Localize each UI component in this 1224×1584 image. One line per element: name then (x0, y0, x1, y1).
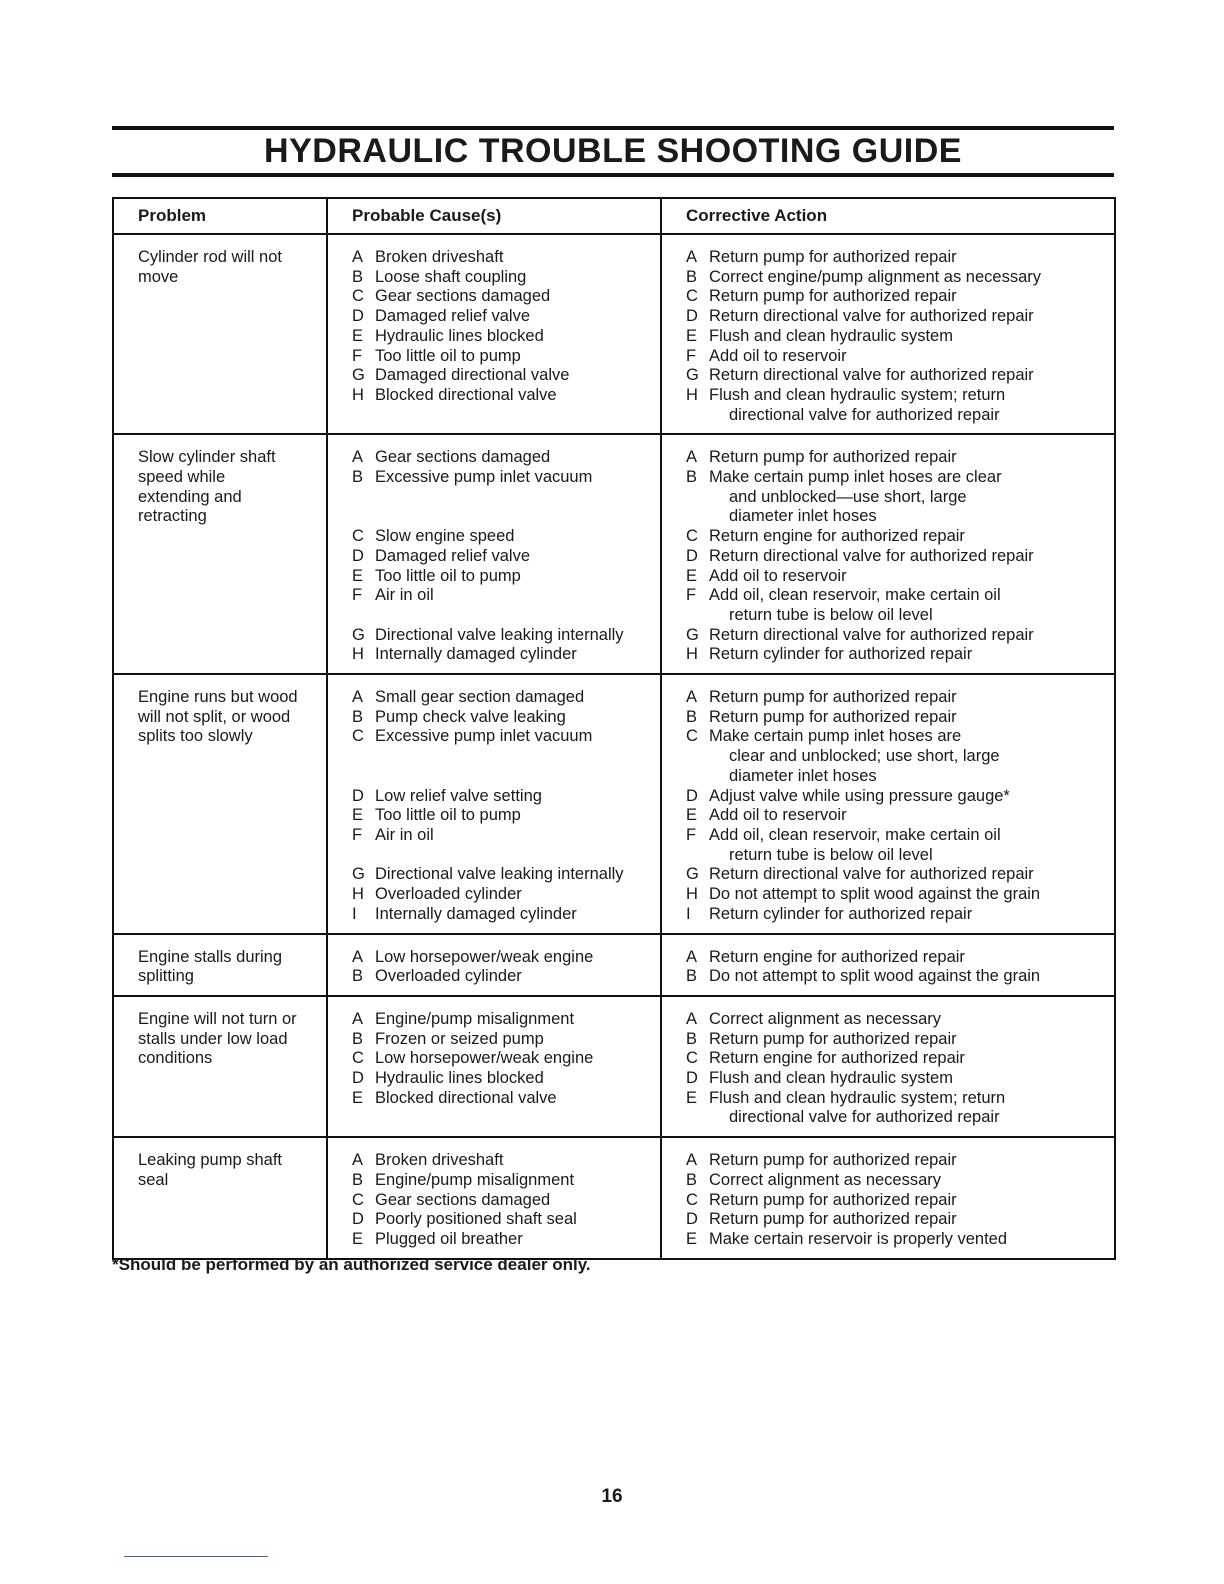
action-item (686, 248, 1106, 268)
action-text: Add oil, clean reservoir, make certain oil (709, 586, 1001, 605)
action-text: Add oil to reservoir (709, 566, 847, 585)
cause-item (352, 967, 652, 987)
action-text: Adjust valve while using pressure gauge* (709, 786, 1010, 805)
action-text: Return engine for authorized repair (709, 527, 965, 546)
cause-text: Blocked directional valve (375, 385, 557, 404)
cause-item (352, 448, 652, 468)
action-item (686, 1230, 1106, 1250)
action-item (686, 448, 1106, 468)
cause-text: Engine/pump misalignment (375, 1170, 575, 1189)
cause-letter: D (352, 786, 364, 805)
action-text-continued: directional valve for authorized repair (729, 1108, 1000, 1127)
action-text-continued: and unblocked—use short, large (729, 487, 967, 506)
problem-cell (113, 996, 327, 1137)
cause-letter: A (352, 248, 364, 266)
cause-text: Small gear section damaged (375, 688, 585, 707)
action-item (686, 688, 1106, 708)
action-text: Add oil, clean reservoir, make certain oil (709, 825, 1001, 844)
action-text-continued: diameter inlet hoses (729, 766, 877, 785)
action-item (686, 1030, 1106, 1050)
cause-text: Too little oil to pump (375, 806, 521, 825)
action-letter: C (686, 1049, 698, 1068)
causes-cell (327, 434, 661, 674)
cause-letter: B (352, 468, 364, 487)
action-letter: B (686, 967, 698, 986)
action-text: Add oil to reservoir (709, 346, 847, 365)
cause-text: Low relief valve setting (375, 786, 542, 805)
action-text: Flush and clean hydraulic system; return (709, 1088, 1006, 1107)
action-letter: H (686, 885, 698, 904)
action-text: Return pump for authorized repair (709, 448, 957, 467)
cause-letter: E (352, 1088, 364, 1107)
action-letter: H (686, 645, 698, 664)
cause-item (352, 1030, 652, 1050)
cause-letter: E (352, 326, 364, 345)
action-item (686, 645, 1106, 665)
cause-text: Internally damaged cylinder (375, 904, 577, 923)
cause-letter: B (352, 707, 364, 726)
causes-cell (327, 934, 661, 996)
action-letter: C (686, 287, 698, 306)
cause-item (352, 307, 652, 327)
action-letter: A (686, 448, 698, 467)
cause-letter: D (352, 1210, 364, 1229)
cause-item (352, 287, 652, 307)
action-letter: E (686, 1229, 698, 1248)
causes-cell (327, 1137, 661, 1259)
header-probable-causes: Probable Cause(s) (327, 198, 661, 234)
action-text: Add oil to reservoir (709, 806, 847, 825)
actions-cell (661, 1137, 1115, 1259)
cause-letter: A (352, 1151, 364, 1170)
page-number: 16 (601, 1486, 623, 1507)
cause-item (352, 567, 652, 587)
cause-text: Directional valve leaking internally (375, 625, 624, 644)
cause-item (352, 1089, 652, 1109)
action-letter: E (686, 806, 698, 825)
action-letter: A (686, 248, 698, 266)
action-text-continued: directional valve for authorized repair (729, 405, 1000, 424)
cause-letter: C (352, 527, 364, 546)
cause-text: Excessive pump inlet vacuum (375, 468, 593, 487)
causes-cell (327, 674, 661, 933)
cause-text: Gear sections damaged (375, 287, 551, 306)
action-item (686, 1210, 1106, 1230)
cause-text: Gear sections damaged (375, 1190, 551, 1209)
action-item (686, 386, 1106, 425)
table-row (113, 996, 1115, 1137)
cause-letter: E (352, 566, 364, 585)
action-item (686, 1171, 1106, 1191)
action-text: Return pump for authorized repair (709, 1210, 957, 1229)
cause-letter: B (352, 1170, 364, 1189)
cause-text: Blocked directional valve (375, 1088, 557, 1107)
cause-text: Low horsepower/weak engine (375, 947, 594, 966)
action-text-continued: clear and unblocked; use short, large (729, 747, 1000, 766)
action-text: Return pump for authorized repair (709, 688, 957, 707)
cause-letter: G (352, 366, 365, 385)
action-text-continued: return tube is below oil level (729, 845, 933, 864)
action-item (686, 527, 1106, 547)
action-text: Make certain pump inlet hoses are (709, 727, 962, 746)
action-item (686, 948, 1106, 968)
footnote: *Should be performed by an authorized service dealer only. (112, 1255, 591, 1274)
cause-item (352, 1191, 652, 1211)
action-letter: G (686, 865, 699, 884)
cause-item (352, 268, 652, 288)
causes-cell (327, 234, 661, 434)
action-letter: B (686, 1029, 698, 1048)
action-item (686, 1049, 1106, 1069)
cause-letter: B (352, 967, 364, 986)
cause-item (352, 1171, 652, 1191)
cause-letter: H (352, 645, 364, 664)
action-letter: G (686, 625, 699, 644)
action-letter: A (686, 1009, 698, 1028)
action-text: Do not attempt to split wood against the grain (709, 967, 1041, 986)
action-text-continued: diameter inlet hoses (729, 507, 877, 526)
cause-letter: F (352, 586, 363, 605)
cause-item (352, 948, 652, 968)
action-letter: B (686, 267, 698, 286)
cause-item (352, 626, 652, 646)
action-item (686, 1089, 1106, 1128)
cause-letter: C (352, 287, 364, 306)
cause-item (352, 586, 652, 606)
table-row (113, 674, 1115, 933)
action-letter: A (686, 688, 698, 707)
cause-item (352, 806, 652, 826)
table-row (113, 234, 1115, 434)
cause-item (352, 547, 652, 567)
cause-item (352, 645, 652, 665)
cause-text: Internally damaged cylinder (375, 645, 577, 664)
action-item (686, 586, 1106, 625)
action-text: Return directional valve for authorized repair (709, 307, 1034, 326)
action-text: Return directional valve for authorized repair (709, 865, 1034, 884)
actions-cell (661, 434, 1115, 674)
action-item (686, 287, 1106, 307)
action-text: Return pump for authorized repair (709, 707, 957, 726)
problem-cell (113, 1137, 327, 1259)
action-item (686, 327, 1106, 347)
action-text: Make certain reservoir is properly vented (709, 1229, 1008, 1248)
cause-text: Hydraulic lines blocked (375, 1069, 544, 1088)
action-text: Correct alignment as necessary (709, 1009, 942, 1028)
action-item (686, 547, 1106, 567)
cause-letter: A (352, 688, 364, 707)
problem-text: Slow cylinder shaft speed while extending and retracting (138, 448, 276, 526)
causes-cell (327, 996, 661, 1137)
action-item (686, 268, 1106, 288)
action-item (686, 347, 1106, 367)
problem-cell (113, 674, 327, 933)
cause-letter: F (352, 825, 363, 844)
cause-letter: B (352, 1029, 364, 1048)
action-item (686, 826, 1106, 865)
cause-text: Loose shaft coupling (375, 267, 527, 286)
cause-item (352, 468, 652, 488)
cause-item (352, 865, 652, 885)
action-letter: E (686, 1088, 698, 1107)
header-problem: Problem (113, 198, 327, 234)
cause-text: Broken driveshaft (375, 248, 504, 266)
action-item (686, 1010, 1106, 1030)
action-letter: A (686, 947, 698, 966)
action-text: Return engine for authorized repair (709, 947, 965, 966)
action-text: Correct alignment as necessary (709, 1170, 942, 1189)
cause-item (352, 787, 652, 807)
action-text: Return cylinder for authorized repair (709, 904, 973, 923)
action-item (686, 885, 1106, 905)
cause-letter: C (352, 727, 364, 746)
problem-text: Engine will not turn or stalls under low load conditions (138, 1009, 297, 1068)
problem-cell (113, 434, 327, 674)
cause-text: Too little oil to pump (375, 566, 521, 585)
action-letter: E (686, 326, 698, 345)
cause-letter: C (352, 1049, 364, 1068)
action-letter: H (686, 385, 698, 404)
title-bottom-rule (112, 173, 1114, 177)
problem-text: Leaking pump shaft seal (138, 1151, 283, 1189)
action-item (686, 787, 1106, 807)
problem-text: Cylinder rod will not move (138, 248, 282, 286)
action-text: Flush and clean hydraulic system (709, 326, 953, 345)
cause-item (352, 248, 652, 268)
action-text: Flush and clean hydraulic system (709, 1069, 953, 1088)
action-text: Return pump for authorized repair (709, 248, 957, 266)
cause-letter: G (352, 625, 365, 644)
cause-text: Poorly positioned shaft seal (375, 1210, 577, 1229)
action-letter: D (686, 786, 698, 805)
cause-item (352, 826, 652, 846)
problem-text: Engine runs but wood will not split, or wood splits too slowly (138, 688, 298, 746)
cause-letter: B (352, 267, 364, 286)
action-letter: C (686, 727, 698, 746)
cause-item (352, 1210, 652, 1230)
cause-item (352, 1010, 652, 1030)
table-header-row (113, 198, 1115, 234)
cause-item (352, 905, 652, 925)
action-text: Return directional valve for authorized repair (709, 546, 1034, 565)
cause-letter: C (352, 1190, 364, 1209)
cause-text: Overloaded cylinder (375, 967, 522, 986)
cause-letter: D (352, 307, 364, 326)
cause-item (352, 1069, 652, 1089)
action-letter: I (686, 904, 691, 923)
scan-artifact-line (124, 1556, 268, 1557)
action-item (686, 865, 1106, 885)
action-item (686, 806, 1106, 826)
problem-cell (113, 934, 327, 996)
action-letter: B (686, 707, 698, 726)
action-item (686, 468, 1106, 527)
cause-text: Excessive pump inlet vacuum (375, 727, 593, 746)
cause-text: Air in oil (375, 586, 434, 605)
action-letter: G (686, 366, 699, 385)
action-text-continued: return tube is below oil level (729, 605, 933, 624)
action-letter: D (686, 307, 698, 326)
cause-letter: H (352, 385, 364, 404)
cause-text: Damaged relief valve (375, 307, 530, 326)
action-text: Return cylinder for authorized repair (709, 645, 973, 664)
action-text: Return pump for authorized repair (709, 1190, 957, 1209)
cause-text: Gear sections damaged (375, 448, 551, 467)
action-letter: B (686, 468, 698, 487)
cause-letter: A (352, 947, 364, 966)
action-letter: A (686, 1151, 698, 1170)
action-text: Flush and clean hydraulic system; return (709, 385, 1006, 404)
action-letter: D (686, 546, 698, 565)
action-text: Return pump for authorized repair (709, 1029, 957, 1048)
cause-letter: D (352, 546, 364, 565)
action-text: Return directional valve for authorized repair (709, 366, 1034, 385)
cause-letter: H (352, 885, 364, 904)
action-text: Return pump for authorized repair (709, 287, 957, 306)
cause-item (352, 527, 652, 547)
troubleshooting-table (112, 197, 1116, 1260)
action-letter: F (686, 586, 697, 605)
cause-text: Slow engine speed (375, 527, 515, 546)
action-text: Return engine for authorized repair (709, 1049, 965, 1068)
cause-letter: I (352, 904, 357, 923)
table-row (113, 434, 1115, 674)
action-text: Correct engine/pump alignment as necessary (709, 267, 1042, 286)
header-corrective-action: Corrective Action (661, 198, 1115, 234)
action-letter: C (686, 527, 698, 546)
action-item (686, 626, 1106, 646)
action-text: Make certain pump inlet hoses are clear (709, 468, 1002, 487)
table-row (113, 934, 1115, 996)
actions-cell (661, 934, 1115, 996)
actions-cell (661, 996, 1115, 1137)
action-letter: C (686, 1190, 698, 1209)
cause-letter: F (352, 346, 363, 365)
cause-item (352, 386, 652, 406)
cause-text: Damaged relief valve (375, 546, 530, 565)
cause-item (352, 1151, 652, 1171)
cause-text: Air in oil (375, 825, 434, 844)
cause-letter: A (352, 448, 364, 467)
problem-text: Engine stalls during splitting (138, 947, 283, 986)
cause-text: Frozen or seized pump (375, 1029, 544, 1048)
cause-text: Plugged oil breather (375, 1229, 523, 1248)
action-text: Return directional valve for authorized repair (709, 625, 1034, 644)
cause-item (352, 1049, 652, 1069)
action-letter: F (686, 346, 697, 365)
action-letter: D (686, 1210, 698, 1229)
actions-cell (661, 234, 1115, 434)
cause-text: Hydraulic lines blocked (375, 326, 544, 345)
actions-cell (661, 674, 1115, 933)
cause-text: Pump check valve leaking (375, 707, 566, 726)
action-item (686, 727, 1106, 786)
cause-letter: D (352, 1069, 364, 1088)
cause-item (352, 1230, 652, 1250)
cause-letter: E (352, 806, 364, 825)
page-title: HYDRAULIC TROUBLE SHOOTING GUIDE (264, 132, 962, 170)
cause-text: Overloaded cylinder (375, 885, 522, 904)
cause-letter: E (352, 1229, 364, 1248)
cause-letter: A (352, 1009, 364, 1028)
cause-item (352, 727, 652, 747)
action-letter: E (686, 566, 698, 585)
action-item (686, 905, 1106, 925)
cause-text: Directional valve leaking internally (375, 865, 624, 884)
action-letter: F (686, 825, 697, 844)
action-item (686, 366, 1106, 386)
action-item (686, 1151, 1106, 1171)
table-row (113, 1137, 1115, 1259)
cause-text: Engine/pump misalignment (375, 1009, 575, 1028)
action-text: Do not attempt to split wood against the grain (709, 885, 1041, 904)
action-text: Return pump for authorized repair (709, 1151, 957, 1170)
cause-text: Too little oil to pump (375, 346, 521, 365)
cause-letter: G (352, 865, 365, 884)
cause-item (352, 327, 652, 347)
cause-item (352, 688, 652, 708)
action-item (686, 708, 1106, 728)
cause-text: Damaged directional valve (375, 366, 570, 385)
action-letter: D (686, 1069, 698, 1088)
cause-item (352, 347, 652, 367)
action-item (686, 1191, 1106, 1211)
problem-cell (113, 234, 327, 434)
action-item (686, 307, 1106, 327)
cause-text: Low horsepower/weak engine (375, 1049, 594, 1068)
cause-item (352, 366, 652, 386)
action-letter: B (686, 1170, 698, 1189)
cause-text: Broken driveshaft (375, 1151, 504, 1170)
action-item (686, 967, 1106, 987)
cause-item (352, 708, 652, 728)
action-item (686, 567, 1106, 587)
cause-item (352, 885, 652, 905)
action-item (686, 1069, 1106, 1089)
